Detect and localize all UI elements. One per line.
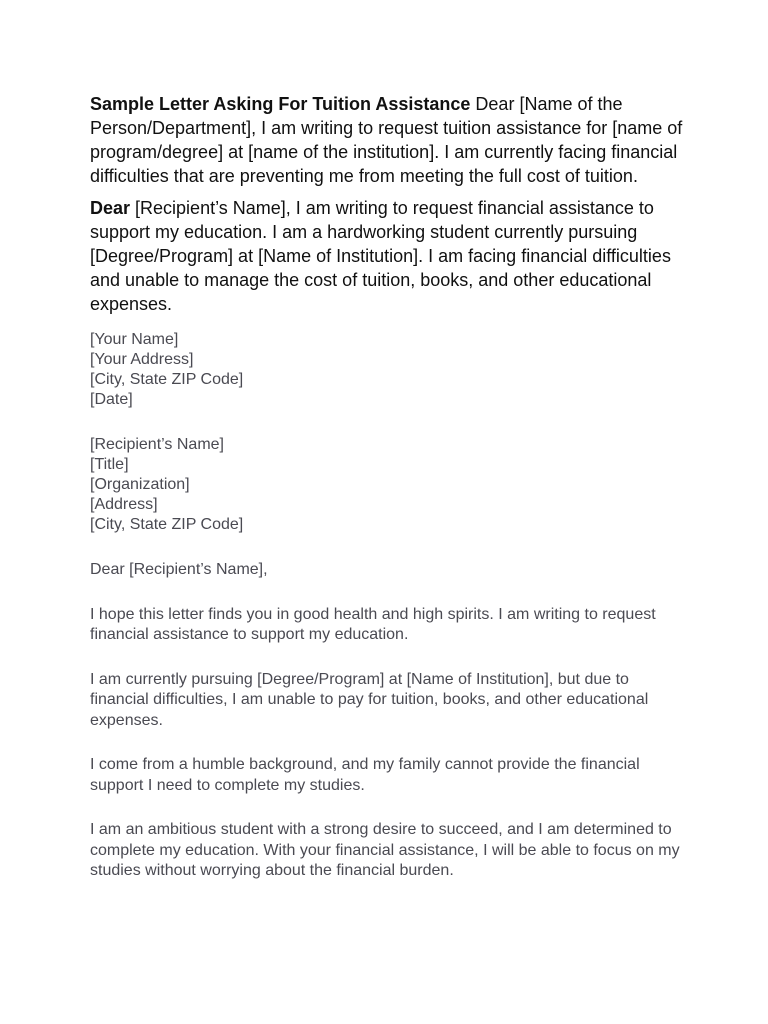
- dear-body: [Recipient’s Name], I am writing to request financial assistance to support my education. I am a hardworking student currently pursuing [Degree/Program] at [Name of Institution]. I am facing financial difficulties and unable to manage the cost of tuition, books, and other educational expenses.: [90, 198, 671, 314]
- recipient-line: [Organization]: [90, 476, 190, 493]
- recipient-line: [Title]: [90, 456, 129, 473]
- sender-line: [Your Name]: [90, 331, 179, 348]
- dear-label: Dear: [90, 198, 131, 218]
- intro-body: Dear [Name of the Person/Department], I am writing to request tuition assistance for [name of program/degree] at [name of the institution]. I am currently facing financial difficulties that are preventing me from meeting the full cost of tuition.: [90, 94, 683, 186]
- sender-line: [Your Address]: [90, 351, 194, 368]
- intro-paragraph: [90, 92, 690, 188]
- document-page: [90, 92, 690, 906]
- body-paragraph: I am an ambitious student with a strong desire to succeed, and I am determined to complete my education. With your financial assistance, I will be able to focus on my studies without worrying about the financial burden.: [90, 821, 680, 879]
- spacer: [90, 535, 690, 560]
- spacer: [90, 410, 690, 435]
- recipient-line: [Recipient’s Name]: [90, 436, 224, 453]
- dear-paragraph: [90, 196, 690, 316]
- document-title: Sample Letter Asking For Tuition Assistance: [90, 94, 471, 114]
- body-paragraph: I hope this letter finds you in good health and high spirits. I am writing to request financial assistance to support my education.: [90, 605, 656, 643]
- body-paragraph: I come from a humble background, and my family cannot provide the financial support I need to complete my studies.: [90, 756, 640, 794]
- sender-line: [Date]: [90, 391, 133, 408]
- recipient-line: [Address]: [90, 496, 158, 513]
- recipient-line: [City, State ZIP Code]: [90, 516, 244, 533]
- sender-address-block: [90, 330, 690, 410]
- recipient-address-block: [90, 435, 690, 535]
- body-paragraph: I am currently pursuing [Degree/Program] at [Name of Institution], but due to financial difficulties, I am unable to pay for tuition, books, and other educational expenses.: [90, 670, 649, 729]
- sender-line: [City, State ZIP Code]: [90, 371, 244, 388]
- salutation: Dear [Recipient’s Name],: [90, 561, 268, 578]
